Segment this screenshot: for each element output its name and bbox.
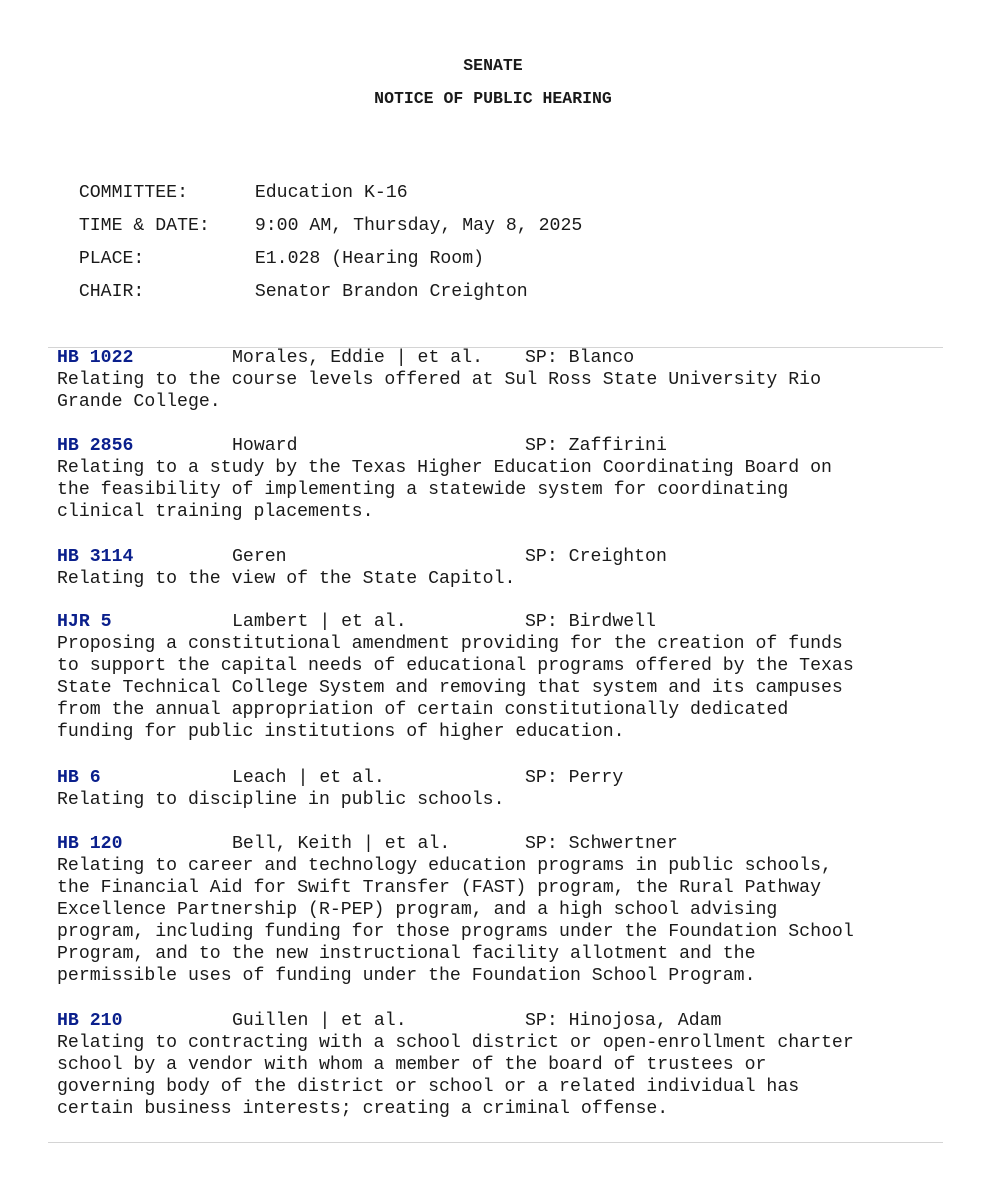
chair-row xyxy=(57,259,528,302)
bill-sponsor: SP: Birdwell xyxy=(525,612,656,632)
time-date-label: TIME & DATE: xyxy=(78,216,210,236)
committee-label: COMMITTEE: xyxy=(78,183,188,203)
bill-link-hb-3114[interactable]: HB 3114 xyxy=(57,547,134,567)
bill-link-hjr-5[interactable]: HJR 5 xyxy=(57,612,112,632)
bill-author: Leach | et al. xyxy=(232,768,385,788)
committee-row xyxy=(57,160,408,203)
bill-link-hb-6[interactable]: HB 6 xyxy=(57,768,101,788)
chamber-title: SENATE xyxy=(463,56,523,75)
bill-link-hb-1022[interactable]: HB 1022 xyxy=(57,348,134,368)
notice-title: NOTICE OF PUBLIC HEARING xyxy=(374,89,612,108)
bill-author: Morales, Eddie | et al. xyxy=(232,348,484,368)
bill-entry xyxy=(57,1010,937,1120)
bill-caption: Proposing a constitutional amendment providing for the creation of funds to support the capital needs of educational programs offered by the Texas State Technical College System and removing that system and its campuses from the annual appropriation of certain constitutionally dedicated funding for public institutions of higher education. xyxy=(57,634,854,742)
bill-sponsor: SP: Hinojosa, Adam xyxy=(525,1011,722,1031)
committee-value: Education K-16 xyxy=(254,183,408,203)
bill-link-hb-210[interactable]: HB 210 xyxy=(57,1011,123,1031)
chair-value: Senator Brandon Creighton xyxy=(254,282,528,302)
bill-entry xyxy=(57,833,937,987)
bill-caption: Relating to contracting with a school district or open-enrollment charter school by a vendor with whom a member of the board of trustees or governing body of the district or school or a related individual has certain business interests; creating a criminal offense. xyxy=(57,1033,854,1119)
bill-caption: Relating to discipline in public schools. xyxy=(57,790,505,810)
place-value: E1.028 (Hearing Room) xyxy=(254,249,485,269)
bill-link-hb-120[interactable]: HB 120 xyxy=(57,834,123,854)
bill-sponsor: SP: Zaffirini xyxy=(525,436,667,456)
bill-sponsor: SP: Creighton xyxy=(525,547,667,567)
bill-author: Bell, Keith | et al. xyxy=(232,834,451,854)
time-date-row xyxy=(57,193,583,236)
bill-caption: Relating to a study by the Texas Higher Education Coordinating Board on the feasibility of implementing a statewide system for coordinating clinical training placements. xyxy=(57,458,832,522)
bill-sponsor: SP: Blanco xyxy=(525,348,635,368)
bill-entry xyxy=(57,546,937,590)
bill-entry xyxy=(57,767,937,811)
place-label: PLACE: xyxy=(78,249,145,269)
time-date-value: 9:00 AM, Thursday, May 8, 2025 xyxy=(254,216,583,236)
bill-author: Geren xyxy=(232,547,287,567)
bill-caption: Relating to the view of the State Capitol. xyxy=(57,569,516,589)
bill-caption: Relating to the course levels offered at Sul Ross State University Rio Grande College. xyxy=(57,370,821,412)
place-row xyxy=(57,226,485,269)
bill-link-hb-2856[interactable]: HB 2856 xyxy=(57,436,134,456)
bill-entry xyxy=(57,347,937,413)
bill-author: Lambert | et al. xyxy=(232,612,407,632)
bill-entry xyxy=(57,435,937,523)
chair-label: CHAIR: xyxy=(78,282,145,302)
bill-sponsor: SP: Perry xyxy=(525,768,624,788)
bill-entry xyxy=(57,611,937,743)
bill-caption: Relating to career and technology education programs in public schools, the Financial Aid for Swift Transfer (FAST) program, the Rural Pathway Excellence Partnership (R-PEP) program, and a high school advising program, including funding for those programs under the Foundation School Program, and to the new instructional facility allotment and the permissible uses of funding under the Foundation School Program. xyxy=(57,856,854,986)
bill-sponsor: SP: Schwertner xyxy=(525,834,678,854)
divider-bottom xyxy=(48,1142,943,1143)
bill-author: Howard xyxy=(232,436,298,456)
bill-author: Guillen | et al. xyxy=(232,1011,407,1031)
